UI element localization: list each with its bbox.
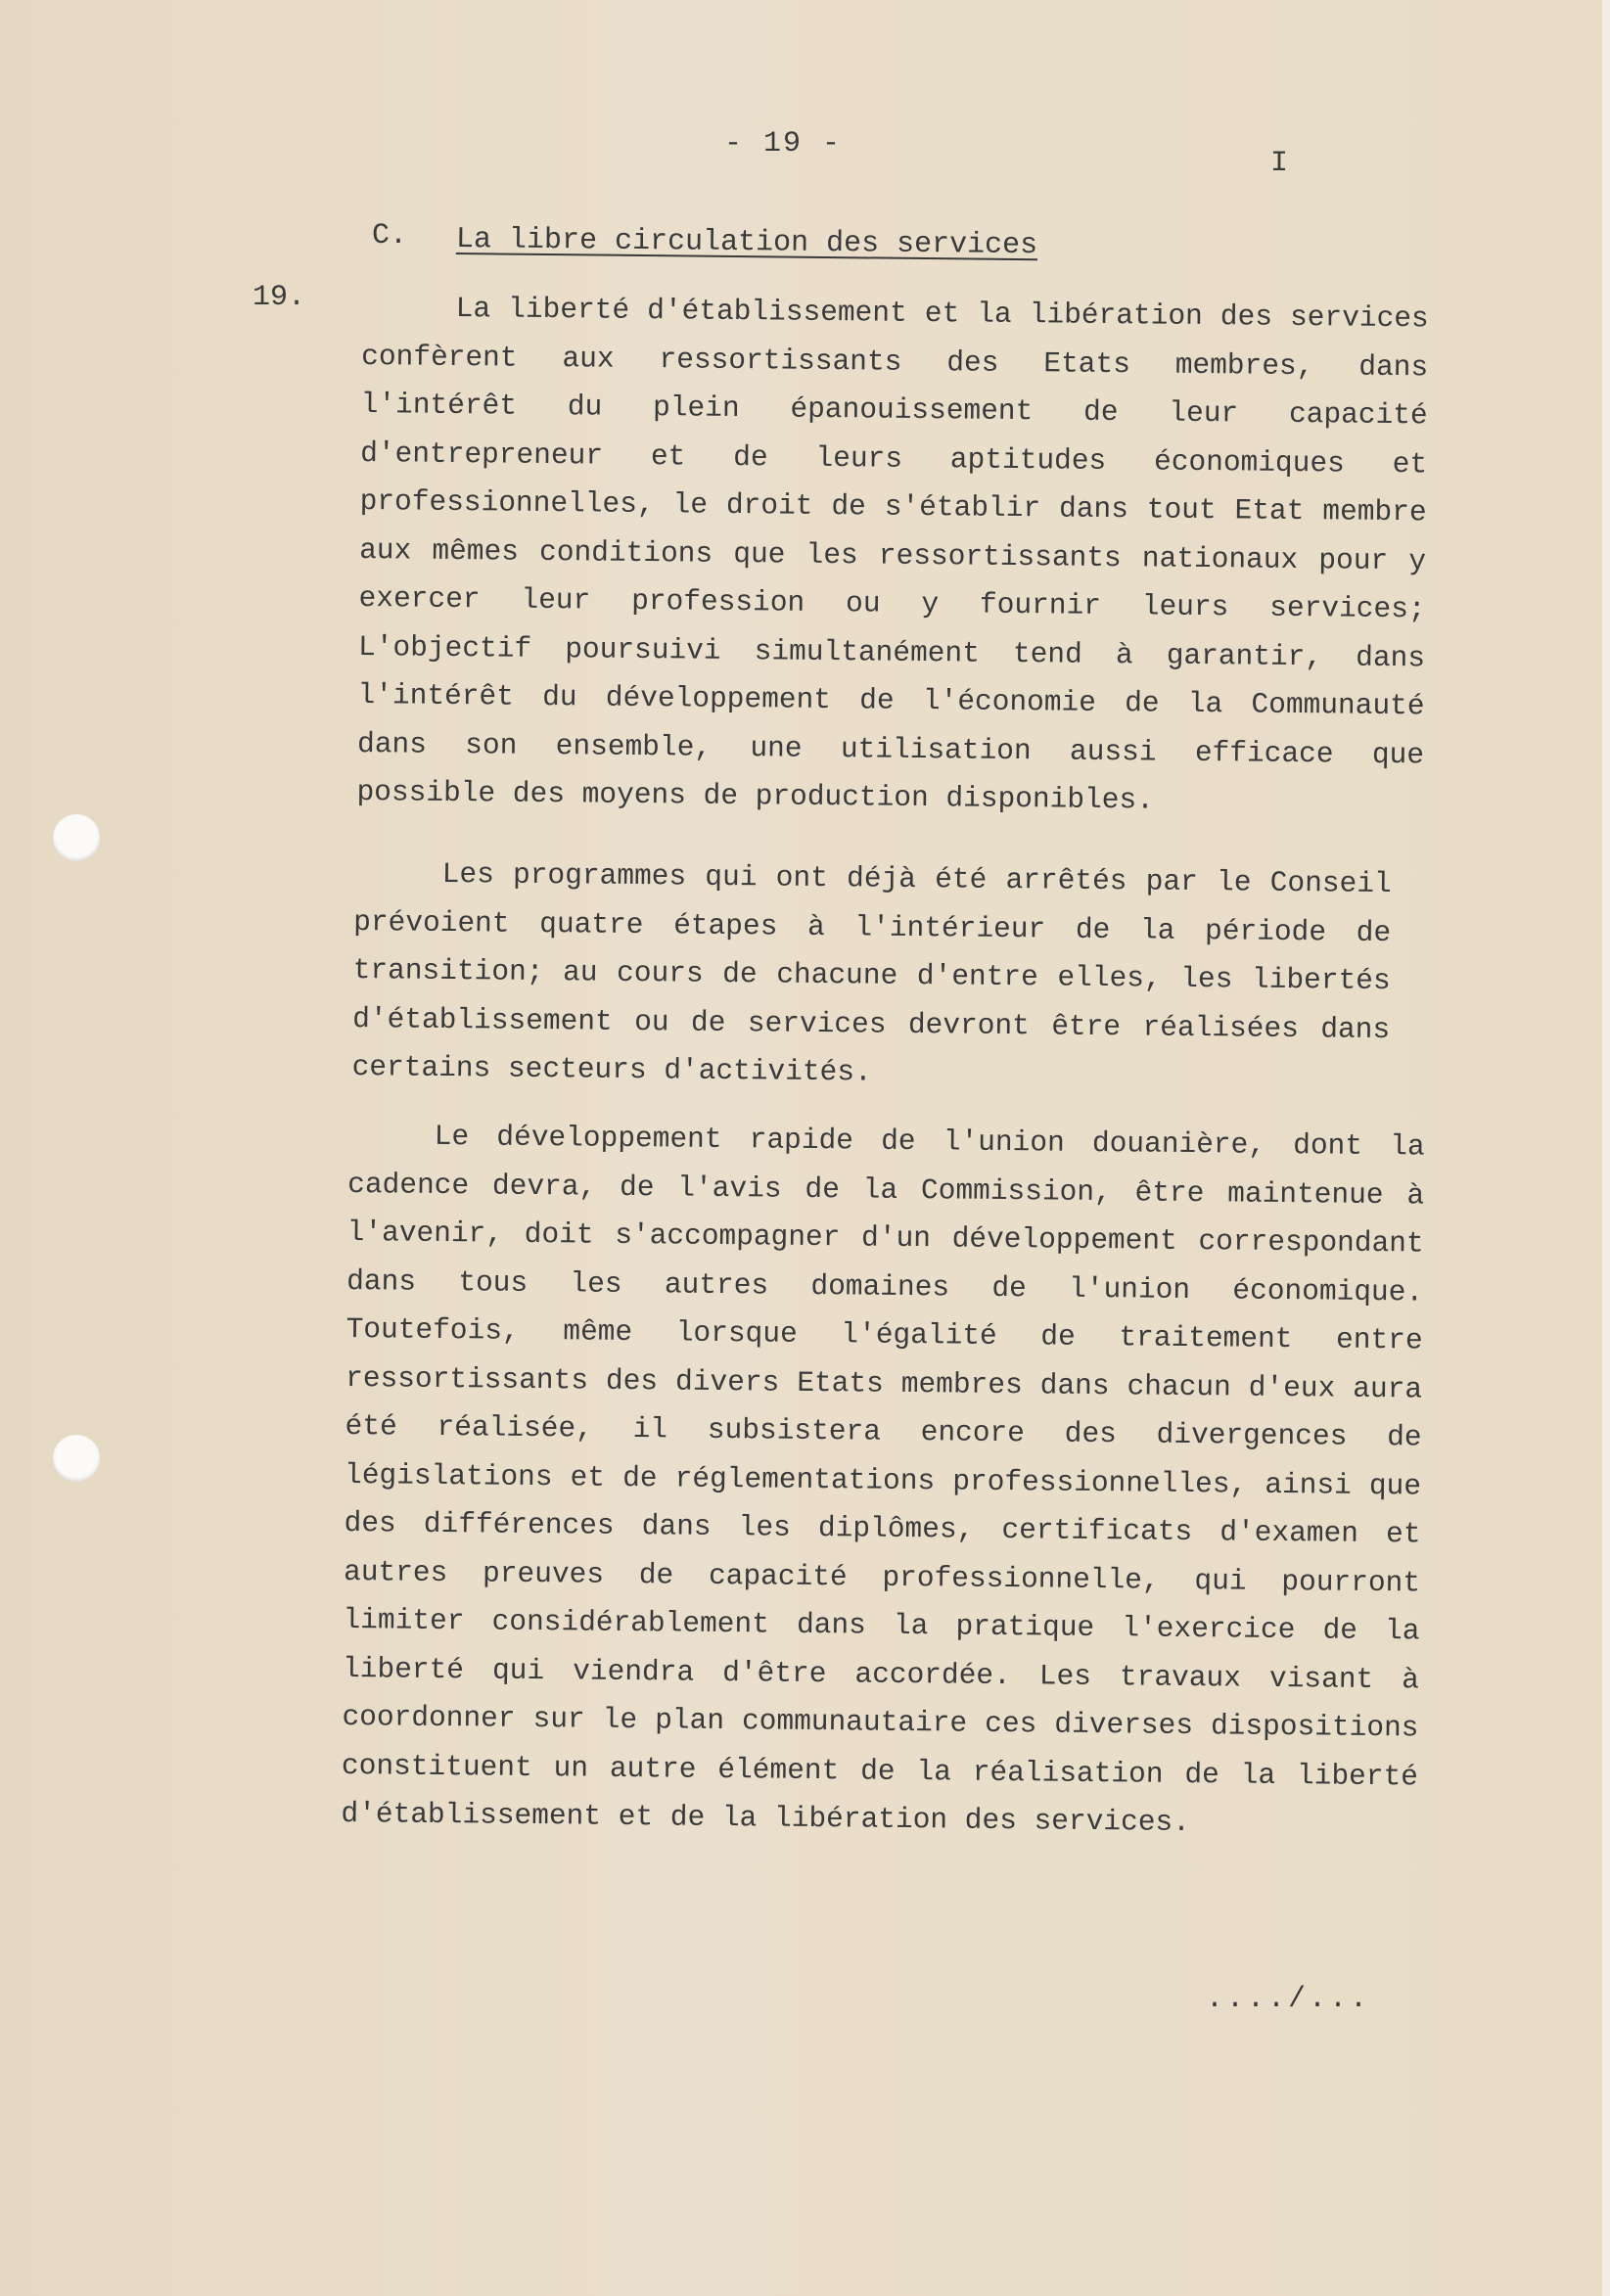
paragraph-3: Le développement rapide de l'union douanière, dont la cadence devra, de l'avis de la Commission, être maintenue à l'avenir, doit s'accompagner d'un développement correspondant dans tous les autres domaines de l'union économique. Toutefois, même lorsque l'égalité de traitement entre ressortissants des divers Etats membres dans chacun d'eux aura été réalisée, il subsistera encore des divergences de législations et de réglementations professionnelles, ainsi que des différences dans les diplômes, certificats d'examen et autres preuves de capacité professionnelle, qui pourront limiter considérablement dans la pratique l'exercice de la liberté qui viendra d'être accordée. Les travaux visant à coordonner sur le plan communautaire ces diverses dispositions constituent un autre élément de la réalisation de la liberté d'établissement et de la libération des services. [341,1119,1425,1840]
page-edge [1602,0,1610,2296]
section-title: La libre circulation des services [455,223,1038,263]
continuation-mark: ..../... [1206,1983,1371,2016]
punch-hole-upper [53,814,100,861]
punch-hole-lower [53,1435,100,1482]
paragraph-1: La liberté d'établissement et la libération des services confèrent aux ressortissants des Etats membres, dans l'intérêt du plein épanouissement de leur capacité d'entrepreneur et de leurs aptitudes économiques et professionnelles, le droit de s'établir dans tout Etat membre aux mêmes conditions que les ressortissants nationaux pour y exercer leur profession ou y fournir leurs services; L'objectif poursuivi simultanément tend à garantir, dans l'intérêt du développement de l'économie de la Communauté dans son ensemble, une utilisation aussi efficace que possible des moyens de production disponibles. [356,292,1429,817]
annex-mark: I [1270,147,1289,180]
paragraph-number: 19. [253,281,306,314]
section-letter: C. [372,219,408,253]
page-number: - 19 - [723,127,843,161]
paragraph-2: Les programmes qui ont déjà été arrêtés par le Conseil prévoient quatre étapes à l'intérieur de la période de transition; au cours de chacune d'entre elles, les libertés d'établissement ou de services devront être réalisées dans certains secteurs d'activités. [351,856,1392,1089]
